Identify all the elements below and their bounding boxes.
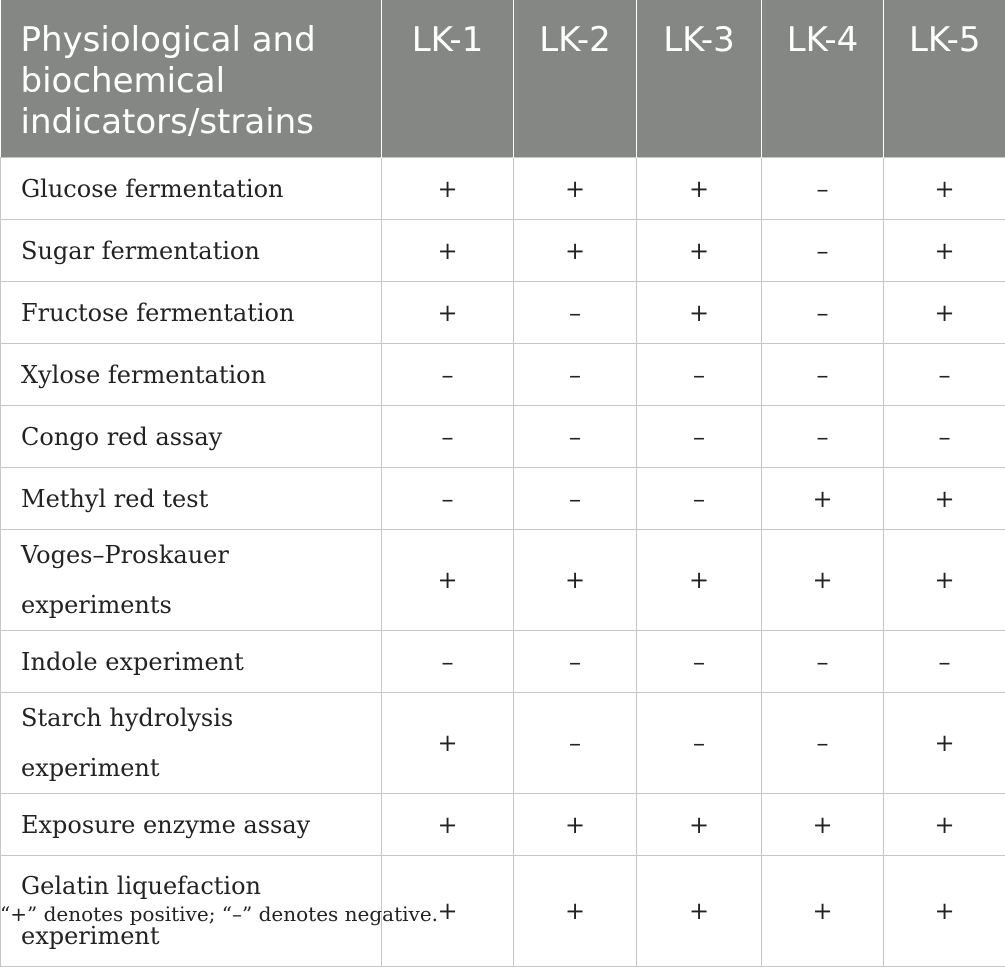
row-label: Methyl red test — [1, 468, 382, 530]
table-row — [1, 282, 1005, 344]
result-cell: + — [884, 468, 1005, 530]
result-cell: – — [762, 693, 884, 794]
row-label: Exposure enzyme assay — [1, 794, 382, 856]
result-cell: – — [514, 406, 637, 468]
row-label: Congo red assay — [1, 406, 382, 468]
row-label: Sugar fermentation — [1, 220, 382, 282]
result-cell: – — [382, 468, 514, 530]
table-row — [1, 631, 1005, 693]
result-cell: + — [762, 856, 884, 967]
table-row — [1, 530, 1005, 631]
result-cell: + — [637, 220, 762, 282]
result-cell: – — [637, 406, 762, 468]
result-cell: – — [637, 631, 762, 693]
table-footnote: “+” denotes positive; “–” denotes negative. — [0, 902, 438, 926]
result-cell: + — [762, 530, 884, 631]
result-cell: – — [884, 631, 1005, 693]
table-header-row — [1, 0, 1005, 158]
result-cell: + — [884, 856, 1005, 967]
table-row — [1, 693, 1005, 794]
result-cell: + — [514, 856, 637, 967]
result-cell: + — [884, 282, 1005, 344]
result-cell: – — [514, 693, 637, 794]
table-row — [1, 158, 1005, 220]
result-cell: – — [637, 468, 762, 530]
row-label: Gelatin liquefaction experiment — [1, 856, 382, 967]
result-cell: + — [637, 856, 762, 967]
table-row — [1, 468, 1005, 530]
result-cell: – — [382, 406, 514, 468]
result-cell: + — [382, 220, 514, 282]
result-cell: – — [762, 158, 884, 220]
result-cell: + — [637, 282, 762, 344]
indicator-column-header: Physiological and biochemical indicators/strains — [1, 0, 382, 158]
result-cell: + — [382, 794, 514, 856]
result-cell: – — [637, 693, 762, 794]
result-cell: + — [514, 530, 637, 631]
result-cell: – — [514, 344, 637, 406]
result-cell: + — [884, 220, 1005, 282]
result-cell: + — [637, 794, 762, 856]
table-row — [1, 220, 1005, 282]
result-cell: + — [382, 856, 514, 967]
table-row — [1, 794, 1005, 856]
row-label: Voges–Proskauer experiments — [1, 530, 382, 631]
strain-header-lk-4: LK-4 — [762, 0, 884, 158]
result-cell: – — [762, 406, 884, 468]
result-cell: + — [884, 158, 1005, 220]
result-cell: + — [514, 220, 637, 282]
result-cell: + — [382, 530, 514, 631]
result-cell: – — [514, 282, 637, 344]
result-cell: – — [762, 282, 884, 344]
result-cell: + — [762, 468, 884, 530]
row-label: Starch hydrolysis experiment — [1, 693, 382, 794]
result-cell: + — [514, 158, 637, 220]
result-cell: + — [884, 693, 1005, 794]
result-cell: – — [514, 468, 637, 530]
result-cell: – — [762, 220, 884, 282]
result-cell: + — [884, 794, 1005, 856]
table-row — [1, 406, 1005, 468]
result-cell: – — [637, 344, 762, 406]
result-cell: + — [382, 693, 514, 794]
result-cell: – — [762, 631, 884, 693]
result-cell: + — [637, 530, 762, 631]
row-label: Glucose fermentation — [1, 158, 382, 220]
row-label: Fructose fermentation — [1, 282, 382, 344]
result-cell: + — [637, 158, 762, 220]
result-cell: – — [884, 406, 1005, 468]
result-cell: – — [382, 631, 514, 693]
result-cell: + — [382, 158, 514, 220]
strain-header-lk-1: LK-1 — [382, 0, 514, 158]
result-cell: – — [514, 631, 637, 693]
result-cell: + — [762, 794, 884, 856]
result-cell: + — [514, 794, 637, 856]
result-cell: – — [382, 344, 514, 406]
result-cell: – — [884, 344, 1005, 406]
strain-header-lk-5: LK-5 — [884, 0, 1005, 158]
result-cell: + — [382, 282, 514, 344]
strain-header-lk-3: LK-3 — [637, 0, 762, 158]
result-cell: – — [762, 344, 884, 406]
strain-header-lk-2: LK-2 — [514, 0, 637, 158]
row-label: Indole experiment — [1, 631, 382, 693]
row-label: Xylose fermentation — [1, 344, 382, 406]
result-cell: + — [884, 530, 1005, 631]
table-row — [1, 344, 1005, 406]
